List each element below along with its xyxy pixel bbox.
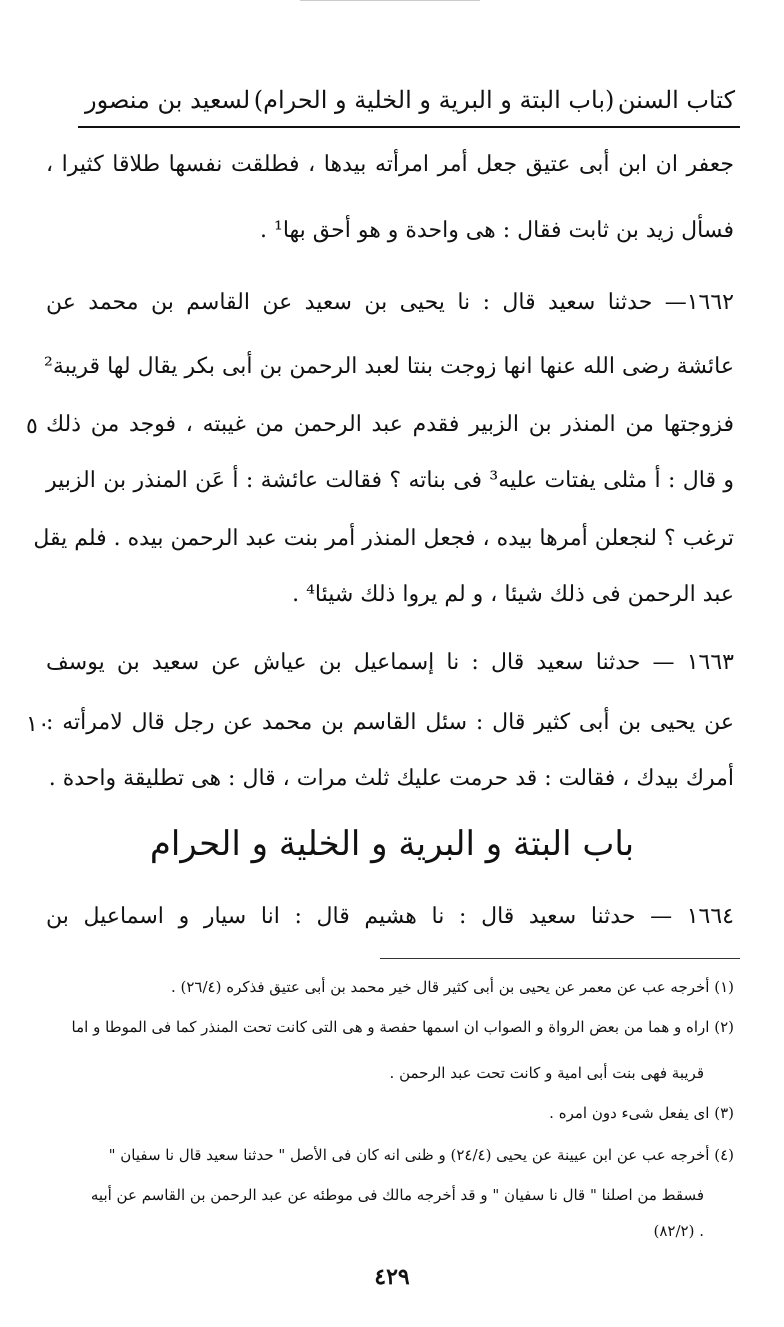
footnote-1: (١) أخرجه عب عن معمر عن يحيى بن أبى كثير قال خير محمد بن أبى عتيق فذكره (٢٦/٤) . — [170, 978, 734, 996]
hadith-1663-line-1: ١٦٦٣ — حدثنا سعيد قال : نا إسماعيل بن عياش عن سعيد بن يوسف — [46, 650, 734, 675]
footnote-2: (٢) اراه و هما من بعض الرواة و الصواب ان اسمها حفصة و هى التى كانت تحت المنذر كما فى الموطا و اما — [71, 1018, 734, 1036]
hadith-1662-line-3: فزوجتها من المنذر بن الزبير فقدم عبد الرحمن من غيبته ، فوجد من ذلك — [46, 412, 734, 437]
footnote-4-cont-2: (٨٢/٢) . — [653, 1222, 704, 1240]
header-rule — [78, 126, 740, 128]
header-author: لسعيد بن منصور — [85, 86, 251, 114]
body-line-1: جعفر ان ابن أبى عتيق جعل أمر امرأته بيدها ، فطلقت نفسها طلاقا كثيرا ، — [46, 152, 734, 177]
hadith-1662-line-5: ترغب ؟ لنجعلن أمرها بيده ، فجعل المنذر أمر بنت عبد الرحمن بيده . فلم يقل — [33, 526, 734, 551]
header-book-title: كتاب السنن — [617, 86, 735, 114]
hadith-1664-line-1: ١٦٦٤ — حدثنا سعيد قال : نا هشيم قال : انا سيار و اسماعيل بن — [46, 904, 734, 929]
hadith-1662-line-2: عائشة رضى الله عنها انها زوجت بنتا لعبد الرحمن بن أبى بكر يقال لها قريبة² — [44, 354, 734, 379]
line-number-10: ١٠ — [26, 712, 50, 737]
hadith-1663-line-3: أمرك بيدك ، فقالت : قد حرمت عليك ثلث مرات ، قال : هى تطليقة واحدة . — [48, 766, 734, 791]
footnote-4-cont: فسقط من اصلنا " قال نا سفيان " و قد أخرجه مالك فى موطئه عن عبد الرحمن بن القاسم عن أبيه — [90, 1186, 704, 1204]
footnote-3: (٣) اى يفعل شىء دون امره . — [549, 1104, 734, 1122]
footnote-4: (٤) أخرجه عب عن ابن عيينة عن يحيى (٢٤/٤) و ظنى انه كان فى الأصل " حدثنا سعيد قال نا سفيان " — [108, 1146, 734, 1164]
running-header — [85, 78, 735, 122]
hadith-1663-line-2: عن يحيى بن أبى كثير قال : سئل القاسم بن محمد عن رجل قال لامرأته : — [46, 710, 734, 735]
chapter-title: باب البتة و البرية و الخلية و الحرام — [149, 824, 635, 864]
scan-edge-mark — [300, 0, 480, 1]
line-number-5: ٥ — [26, 414, 38, 439]
hadith-1662-line-6: عبد الرحمن فى ذلك شيئا ، و لم يروا ذلك شيئا⁴ . — [292, 582, 734, 607]
page-number: ٤٢٩ — [374, 1264, 410, 1290]
hadith-1662-line-1: ١٦٦٢— حدثنا سعيد قال : نا يحيى بن سعيد عن القاسم بن محمد عن — [46, 290, 734, 315]
hadith-1662-line-4: و قال : أ مثلى يفتات عليه³ فى بناته ؟ فقالت عائشة : أ عَن المنذر بن الزبير — [46, 468, 734, 493]
footnote-rule — [380, 958, 740, 959]
footnote-2-cont: قريبة فهى بنت أبى امية و كانت تحت عبد الرحمن . — [389, 1064, 704, 1082]
body-line-2: فسأل زيد بن ثابت فقال : هى واحدة و هو أحق بها¹ . — [259, 218, 734, 243]
header-chapter: (باب البتة و البرية و الخلية و الحرام) — [253, 86, 615, 114]
